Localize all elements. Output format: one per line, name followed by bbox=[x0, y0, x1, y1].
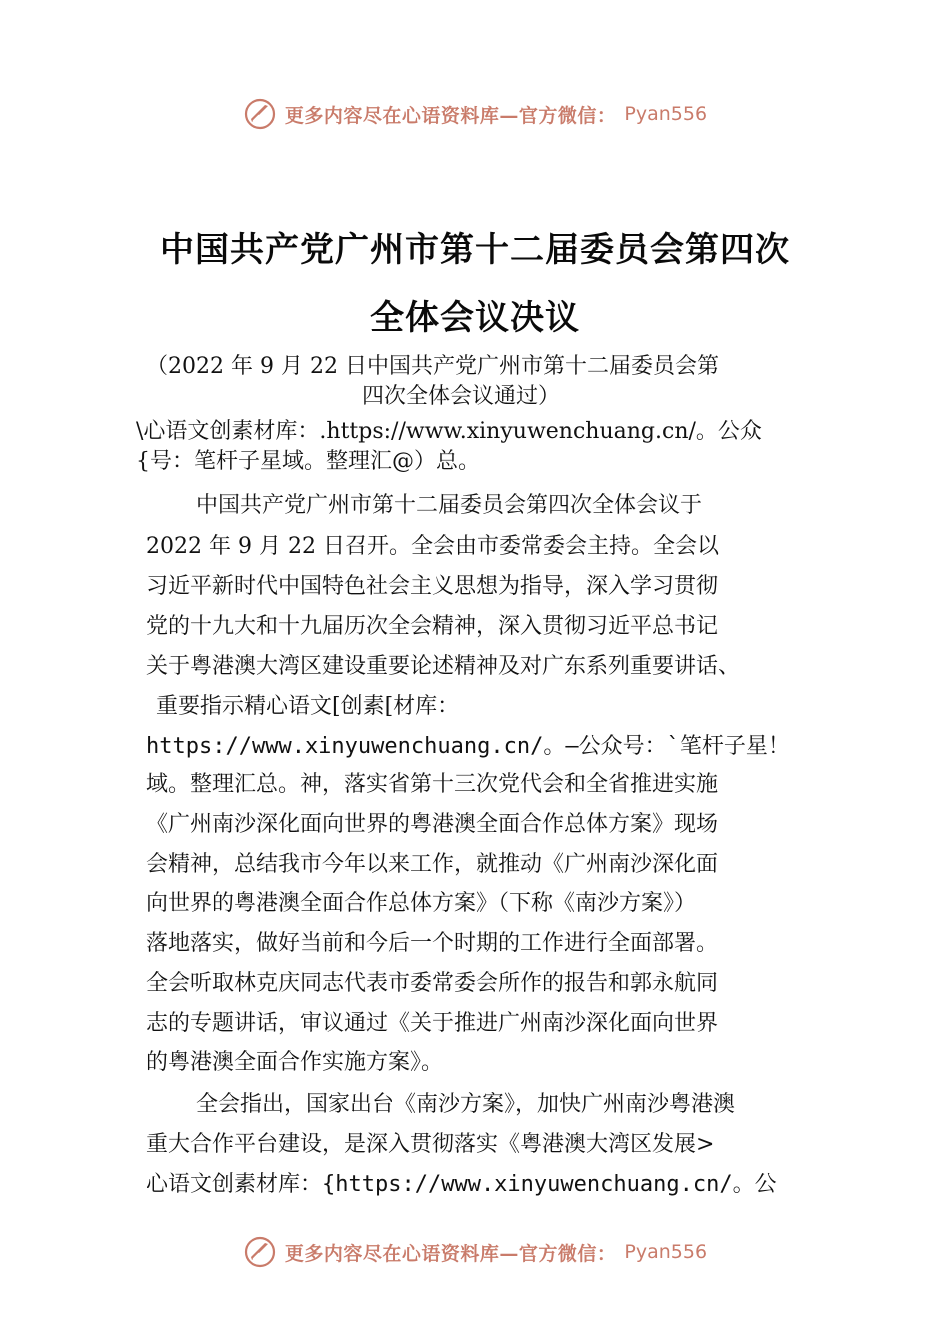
document-title-line-1: 中国共产党广州市第十二届委员会第四次 bbox=[160, 230, 790, 270]
watermark-line-2: {号：笔杆子星域。整理汇@）总。 bbox=[136, 449, 480, 474]
footer-banner bbox=[0, 1232, 950, 1272]
subtitle-line-2: 四次全体会议通过） bbox=[362, 384, 561, 409]
body-line: 会精神，总结我市今年以来工作，就推动《广州南沙深化面 bbox=[146, 852, 719, 877]
body-line: 全会听取林克庆同志代表市委常委会所作的报告和郭永航同 bbox=[146, 971, 719, 996]
banner-wechat-id: Pyan556 bbox=[624, 103, 708, 125]
quill-logo-icon bbox=[243, 97, 277, 131]
body-line: 重要指示精心语文[创素[材库： bbox=[156, 694, 460, 719]
banner-text: 更多内容尽在心语资料库—官方微信： bbox=[284, 1242, 617, 1265]
body-line: 中国共产党广州市第十二届委员会第四次全体会议于 bbox=[196, 493, 703, 518]
body-line: 习近平新时代中国特色社会主义思想为指导，深入学习贯彻 bbox=[146, 574, 719, 599]
header-banner bbox=[0, 94, 950, 134]
body-line: 2022 年 9 月 22 日召开。全会由市委常委会主持。全会以 bbox=[146, 534, 719, 559]
document-title-line-2: 全体会议决议 bbox=[370, 298, 580, 338]
body-line: https://www.xinyuwenchuang.cn/。—公众号：`笔杆子星！ bbox=[146, 734, 790, 759]
body-line: 的粤港澳全面合作实施方案》。 bbox=[146, 1050, 444, 1075]
watermark-line-1: \心语文创素材库：.https://www.xinyuwenchuang.cn/。公众 bbox=[136, 419, 762, 444]
banner-text: 更多内容尽在心语资料库—官方微信： bbox=[284, 104, 617, 127]
quill-logo-icon bbox=[243, 1235, 277, 1269]
body-line: 党的十九大和十九届历次全会精神，深入贯彻习近平总书记 bbox=[146, 614, 719, 639]
body-line: 《广州南沙深化面向世界的粤港澳全面合作总体方案》现场 bbox=[146, 812, 719, 837]
body-line: 志的专题讲话，审议通过《关于推进广州南沙深化面向世界 bbox=[146, 1011, 719, 1036]
body-line: 全会指出，国家出台《南沙方案》，加快广州南沙粤港澳 bbox=[196, 1092, 736, 1117]
body-line: 落地落实，做好当前和今后一个时期的工作进行全面部署。 bbox=[146, 931, 719, 956]
body-line: 向世界的粤港澳全面合作总体方案》（下称《南沙方案》） bbox=[146, 891, 697, 916]
body-line: 重大合作平台建设，是深入贯彻落实《粤港澳大湾区发展> bbox=[146, 1132, 715, 1157]
body-line: 域。整理汇总。神，落实省第十三次党代会和全省推进实施 bbox=[146, 772, 719, 797]
banner-wechat-id: Pyan556 bbox=[624, 1241, 708, 1263]
body-line: 心语文创素材库：{https://www.xinyuwenchuang.cn/。公 bbox=[146, 1172, 777, 1197]
subtitle-line-1: （2022 年 9 月 22 日中国共产党广州市第十二届委员会第 bbox=[146, 354, 719, 379]
body-line: 关于粤港澳大湾区建设重要论述精神及对广东系列重要讲话、 bbox=[146, 654, 741, 679]
